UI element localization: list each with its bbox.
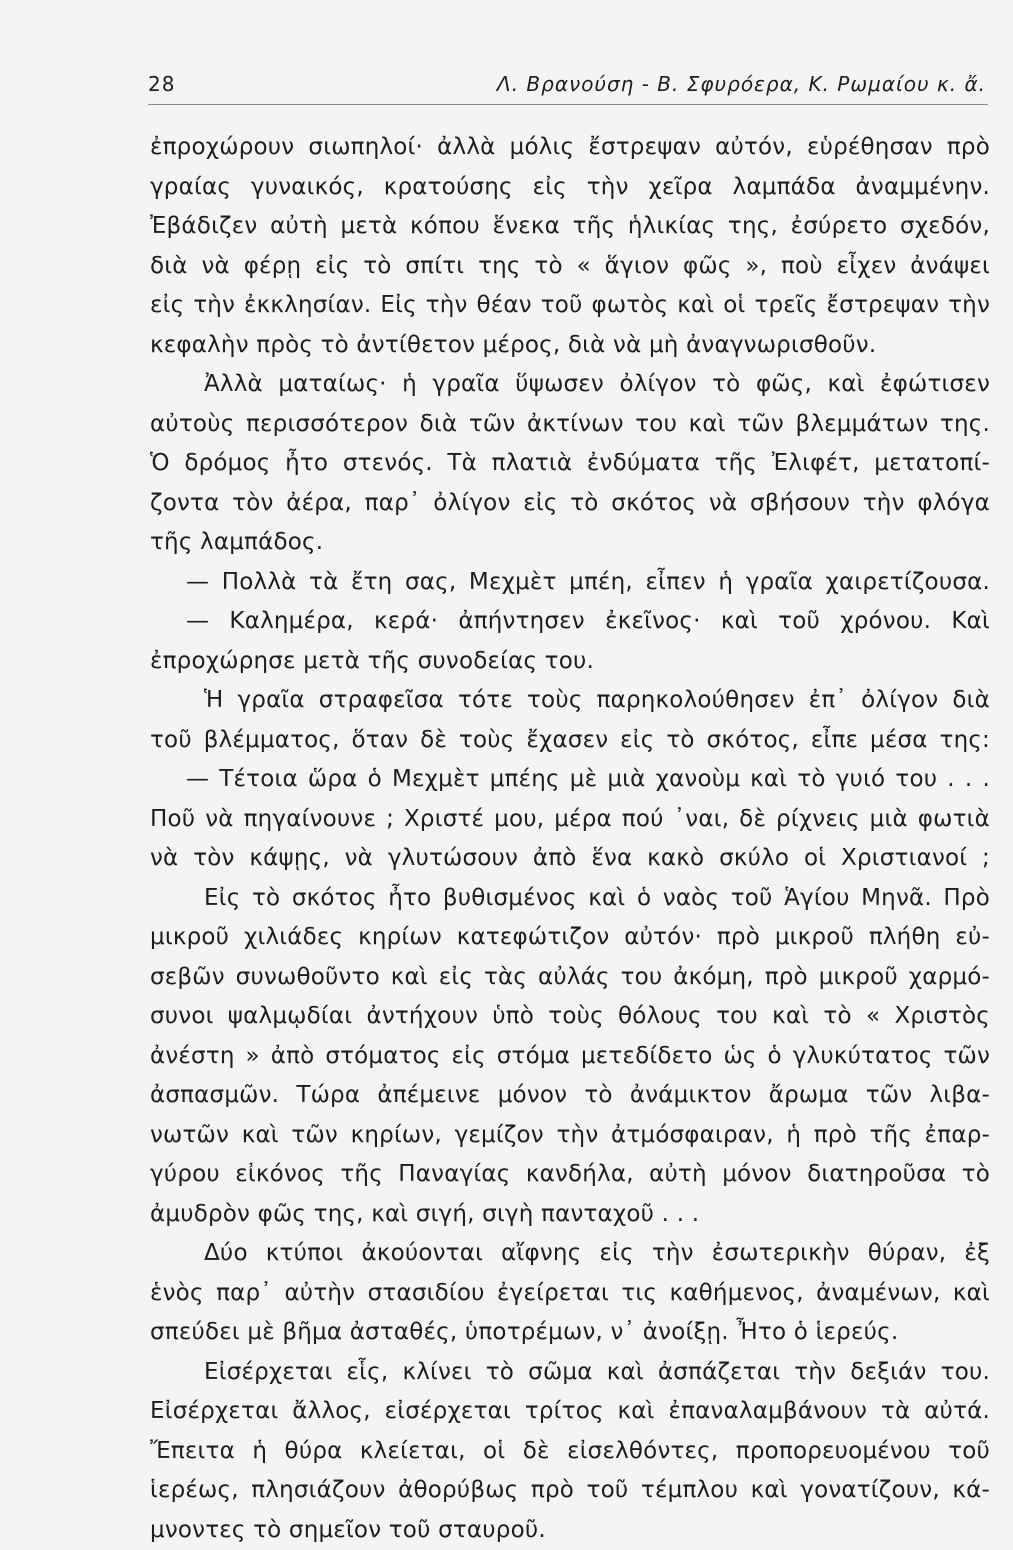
text-line: μνοντες τὸ σημεῖον τοῦ σταυροῦ. (150, 1511, 990, 1550)
text-line: εἰς τὴν ἐκκλησίαν. Εἰς τὴν θέαν τοῦ φωτὸς καὶ οἱ τρεῖς ἔστρεψαν τὴν (150, 286, 990, 326)
text-line: μικροῦ χιλιάδες κηρίων κατεφώτιζον αὐτόν· πρὸ μικροῦ πλήθη εὐ- (150, 918, 990, 958)
running-head: Λ. Βρανούση - Β. Σφυρόερα, Κ. Ρωμαίου κ. ἄ. (497, 72, 986, 96)
text-line: σεβῶν συνωθοῦντο καὶ εἰς τὰς αὐλάς του ἀκόμη, πρὸ μικροῦ χαρμό- (150, 958, 990, 998)
text-line: ἑνὸς παρ᾽ αὐτὴν στασιδίου ἐγείρεται τις καθήμενος, ἀναμένων, καὶ (150, 1274, 990, 1314)
text-line: τοῦ βλέμματος, ὅταν δὲ τοὺς ἔχασεν εἰς τὸ σκότος, εἶπε μέσα της: (150, 721, 990, 761)
text-line: ἀνέστη » ἀπὸ στόματος εἰς στόμα μετεδίδετο ὡς ὁ γλυκύτατος τῶν (150, 1037, 990, 1077)
text-line: ἱερέως, πλησιάζουν ἀθορύβως πρὸ τοῦ τέμπλου καὶ γονατίζουν, κά- (150, 1471, 990, 1511)
text-line: Ποῦ νὰ πηγαίνουνε ; Χριστέ μου, μέρα πού ᾽ναι, δὲ ρίχνεις μιὰ φωτιὰ (150, 800, 990, 840)
text-line: γραίας γυναικός, κρατούσης εἰς τὴν χεῖρα λαμπάδα ἀναμμένην. (150, 168, 990, 208)
page-number: 28 (148, 72, 175, 96)
text-line: — Πολλὰ τὰ ἔτη σας, Μεχμὲτ μπέη, εἶπεν ἡ γραῖα χαιρετίζουσα. (150, 563, 990, 603)
text-line: συνοι ψαλμῳδίαι ἀντήχουν ὑπὸ τοὺς θόλους του καὶ τὸ « Χριστὸς (150, 997, 990, 1037)
text-line: σπεύδει μὲ βῆμα ἀσταθές, ὑποτρέμων, ν᾽ ἀνοίξῃ. Ἦτο ὁ ἱερεύς. (150, 1313, 990, 1353)
text-line: Ἔπειτα ἡ θύρα κλείεται, οἱ δὲ εἰσελθόντες, προπορευομένου τοῦ (150, 1432, 990, 1472)
text-line: κεφαλὴν πρὸς τὸ ἀντίθετον μέρος, διὰ νὰ μὴ ἀναγνωρισθοῦν. (150, 326, 990, 366)
page-header (148, 68, 986, 108)
text-line: νὰ τὸν κάψῃς, νὰ γλυτώσουν ἀπὸ ἕνα κακὸ σκύλο οἱ Χριστιανοί ; (150, 839, 990, 879)
text-line: ἐπροχώρουν σιωπηλοί· ἀλλὰ μόλις ἔστρεψαν αὐτόν, εὑρέθησαν πρὸ (150, 128, 990, 168)
text-line: γύρου εἰκόνος τῆς Παναγίας κανδήλα, αὐτὴ μόνον διατηροῦσα τὸ (150, 1155, 990, 1195)
text-line: τῆς λαμπάδος. (150, 523, 990, 563)
text-line: ζοντα τὸν ἀέρα, παρ᾽ ὀλίγον εἰς τὸ σκότος νὰ σβήσουν τὴν φλόγα (150, 484, 990, 524)
text-line: Εἰσέρχεται εἷς, κλίνει τὸ σῶμα καὶ ἀσπάζεται τὴν δεξιάν του. (150, 1353, 990, 1393)
text-line: νωτῶν καὶ τῶν κηρίων, γεμίζον τὴν ἀτμόσφαιραν, ἡ πρὸ τῆς ἐπαρ- (150, 1116, 990, 1156)
text-line: Δύο κτύποι ἀκούονται αἴφνης εἰς τὴν ἐσωτερικὴν θύραν, ἐξ (150, 1234, 990, 1274)
header-rule (148, 104, 988, 105)
text-line: Εἰσέρχεται ἄλλος, εἰσέρχεται τρίτος καὶ ἐπαναλαμβάνουν τὰ αὐτά. (150, 1392, 990, 1432)
text-line: Ἀλλὰ ματαίως· ἡ γραῖα ὕψωσεν ὀλίγον τὸ φῶς, καὶ ἐφώτισεν (150, 365, 990, 405)
text-line: ἀμυδρὸν φῶς της, καὶ σιγή, σιγὴ πανταχοῦ . . . (150, 1195, 990, 1235)
text-line: ἀσπασμῶν. Τώρα ἀπέμεινε μόνον τὸ ἀνάμικτον ἄρωμα τῶν λιβα- (150, 1076, 990, 1116)
text-line: Εἰς τὸ σκότος ἦτο βυθισμένος καὶ ὁ ναὸς τοῦ Ἁγίου Μηνᾶ. Πρὸ (150, 879, 990, 919)
text-line: Ὁ δρόμος ἦτο στενός. Τὰ πλατιὰ ἐνδύματα τῆς Ἐλιφέτ, μετατοπί- (150, 444, 990, 484)
text-line: αὐτοὺς περισσότερον διὰ τῶν ἀκτίνων του καὶ τῶν βλεμμάτων της. (150, 405, 990, 445)
text-line: — Τέτοια ὥρα ὁ Μεχμὲτ μπέης μὲ μιὰ χανοὺμ καὶ τὸ γυιό του . . . (150, 760, 990, 800)
text-line: ἐπροχώρησε μετὰ τῆς συνοδείας του. (150, 642, 990, 682)
text-line: Ἡ γραῖα στραφεῖσα τότε τοὺς παρηκολούθησεν ἐπ᾽ ὀλίγον διὰ (150, 681, 990, 721)
text-line: διὰ νὰ φέρῃ εἰς τὸ σπίτι της τὸ « ἅγιον φῶς », ποὺ εἶχεν ἀνάψει (150, 247, 990, 287)
text-line: — Καλημέρα, κερά· ἀπήντησεν ἐκεῖνος· καὶ τοῦ χρόνου. Καὶ (150, 602, 990, 642)
text-line: Ἐβάδιζεν αὐτὴ μετὰ κόπου ἕνεκα τῆς ἡλικίας της, ἐσύρετο σχεδόν, (150, 207, 990, 247)
body-text (150, 128, 990, 1550)
